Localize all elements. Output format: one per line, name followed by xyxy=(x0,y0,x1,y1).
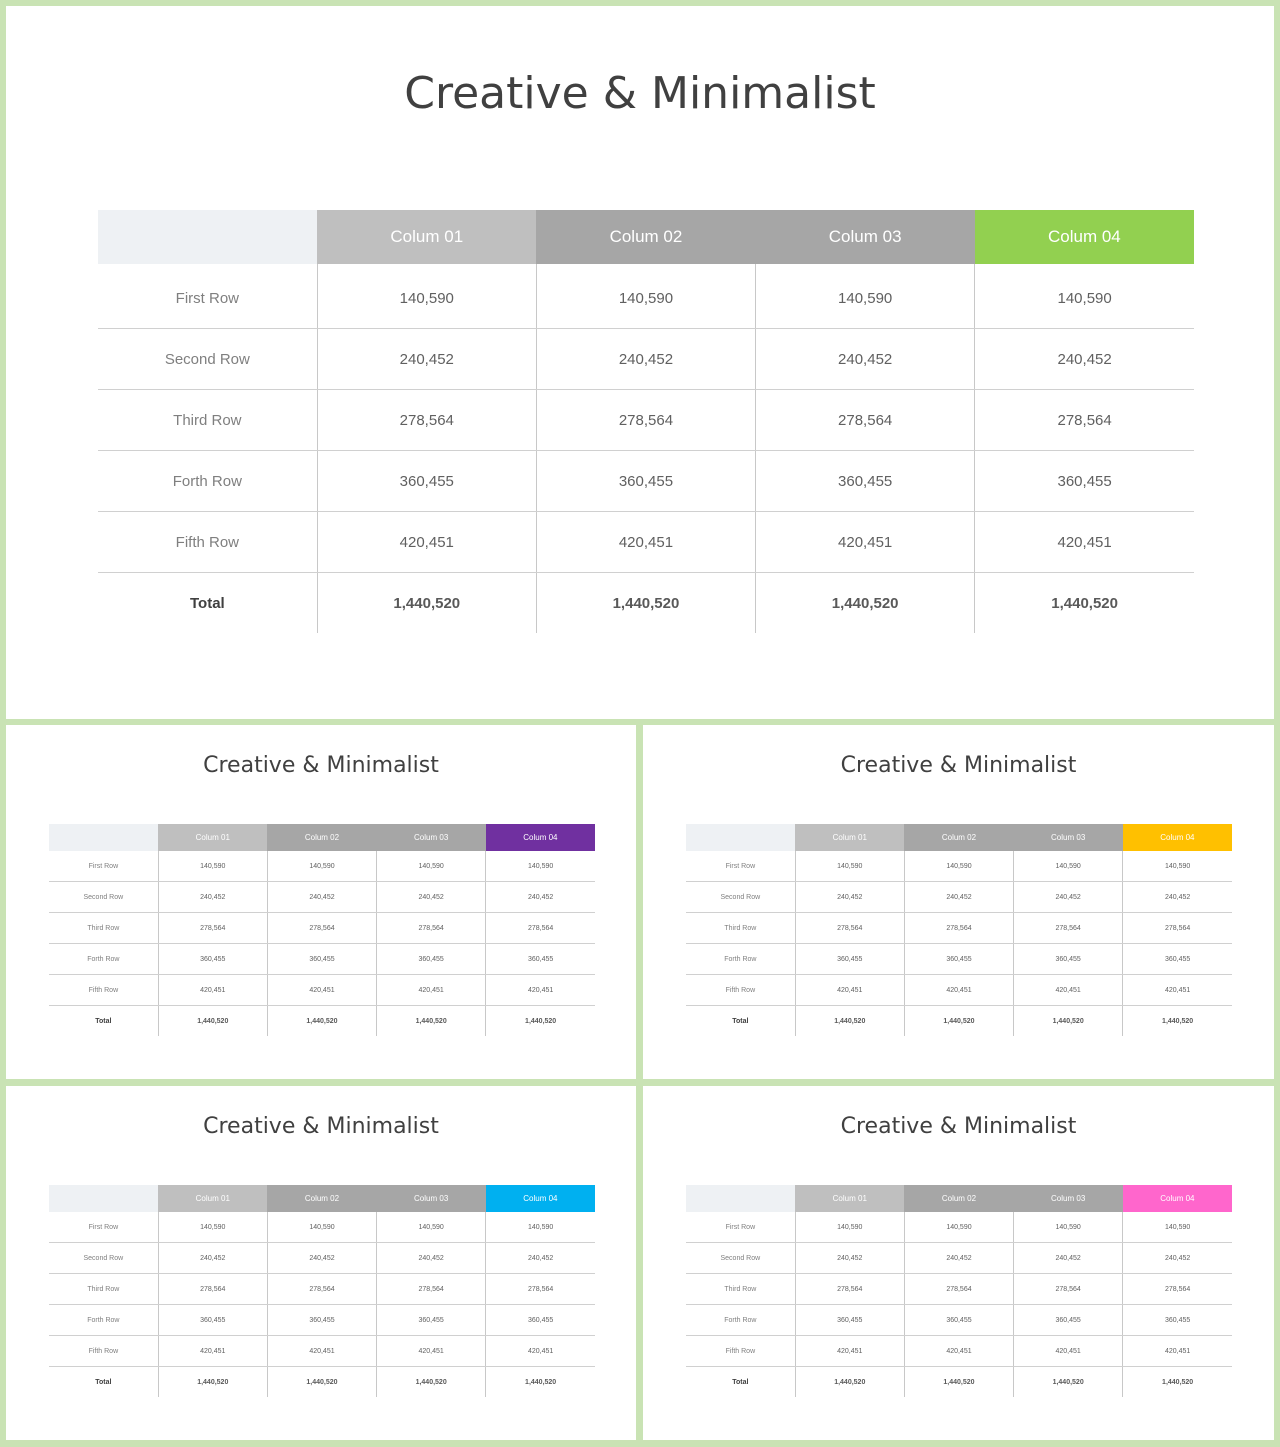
total-value: 1,440,520 xyxy=(795,1367,904,1398)
cell-value: 420,451 xyxy=(1123,975,1232,1006)
column-header-4: Colum 04 xyxy=(1123,824,1232,851)
cell-value: 140,590 xyxy=(267,1212,376,1243)
row-label: Second Row xyxy=(686,1243,795,1274)
cell-value: 420,451 xyxy=(158,975,267,1006)
cell-value: 140,590 xyxy=(536,264,755,329)
cell-value: 278,564 xyxy=(317,390,536,451)
cell-value: 240,452 xyxy=(536,329,755,390)
cell-value: 240,452 xyxy=(267,882,376,913)
slide-5 xyxy=(643,1086,1274,1440)
column-header-4: Colum 04 xyxy=(1123,1185,1232,1212)
total-row xyxy=(49,1006,595,1037)
column-header-3: Colum 03 xyxy=(1014,824,1123,851)
slide-1 xyxy=(6,6,1274,719)
row-label: Forth Row xyxy=(49,944,158,975)
slide-3 xyxy=(643,725,1274,1079)
row-label: Third Row xyxy=(98,390,317,451)
cell-value: 140,590 xyxy=(904,1212,1013,1243)
total-value: 1,440,520 xyxy=(904,1006,1013,1037)
cell-value: 240,452 xyxy=(1014,882,1123,913)
cell-value: 420,451 xyxy=(756,512,975,573)
column-header-3: Colum 03 xyxy=(377,1185,486,1212)
column-header-2: Colum 02 xyxy=(904,1185,1013,1212)
total-value: 1,440,520 xyxy=(536,573,755,634)
row-label: Third Row xyxy=(686,1274,795,1305)
cell-value: 240,452 xyxy=(377,1243,486,1274)
column-header-4: Colum 04 xyxy=(975,210,1194,264)
cell-value: 278,564 xyxy=(1014,1274,1123,1305)
cell-value: 140,590 xyxy=(1014,1212,1123,1243)
cell-value: 360,455 xyxy=(158,944,267,975)
cell-value: 360,455 xyxy=(795,944,904,975)
row-label: Fifth Row xyxy=(98,512,317,573)
column-header-2: Colum 02 xyxy=(536,210,755,264)
row-label: First Row xyxy=(49,1212,158,1243)
cell-value: 140,590 xyxy=(317,264,536,329)
column-header-2: Colum 02 xyxy=(267,1185,376,1212)
cell-value: 240,452 xyxy=(158,882,267,913)
cell-value: 240,452 xyxy=(795,1243,904,1274)
cell-value: 360,455 xyxy=(795,1305,904,1336)
total-label: Total xyxy=(95,1017,112,1025)
total-value: 1,440,520 xyxy=(267,1006,376,1037)
cell-value: 140,590 xyxy=(158,851,267,882)
total-value: 1,440,520 xyxy=(158,1367,267,1398)
column-header-4: Colum 04 xyxy=(486,824,595,851)
cell-value: 420,451 xyxy=(486,975,595,1006)
table-row xyxy=(686,1305,1232,1336)
slide-2 xyxy=(6,725,636,1079)
cell-value: 360,455 xyxy=(1014,1305,1123,1336)
row-label: Second Row xyxy=(98,329,317,390)
total-label: Total xyxy=(732,1017,749,1025)
header-row xyxy=(686,1185,1232,1212)
row-label: Second Row xyxy=(49,1243,158,1274)
total-value: 1,440,520 xyxy=(267,1367,376,1398)
table-row xyxy=(686,975,1232,1006)
cell-value: 278,564 xyxy=(1123,913,1232,944)
cell-value: 240,452 xyxy=(377,882,486,913)
header-blank-cell xyxy=(686,824,795,851)
cell-value: 420,451 xyxy=(267,1336,376,1367)
row-label: Forth Row xyxy=(686,944,795,975)
cell-value: 140,590 xyxy=(975,264,1194,329)
column-header-1: Colum 01 xyxy=(158,824,267,851)
cell-value: 278,564 xyxy=(1123,1274,1232,1305)
row-label: First Row xyxy=(98,264,317,329)
total-value: 1,440,520 xyxy=(317,573,536,634)
cell-value: 420,451 xyxy=(267,975,376,1006)
total-value: 1,440,520 xyxy=(377,1367,486,1398)
cell-value: 278,564 xyxy=(1014,913,1123,944)
cell-value: 278,564 xyxy=(536,390,755,451)
cell-value: 140,590 xyxy=(267,851,376,882)
cell-value: 360,455 xyxy=(1123,1305,1232,1336)
slide-title: Creative & Minimalist xyxy=(840,1114,1077,1139)
cell-value: 278,564 xyxy=(158,913,267,944)
cell-value: 240,452 xyxy=(317,329,536,390)
cell-value: 360,455 xyxy=(377,1305,486,1336)
cell-value: 420,451 xyxy=(904,975,1013,1006)
cell-value: 240,452 xyxy=(1123,1243,1232,1274)
slide-title: Creative & Minimalist xyxy=(203,1114,439,1139)
table-row xyxy=(49,1243,595,1274)
row-label: Third Row xyxy=(49,1274,158,1305)
total-value: 1,440,520 xyxy=(158,1006,267,1037)
total-value: 1,440,520 xyxy=(486,1367,595,1398)
table-row xyxy=(686,1336,1232,1367)
header-row xyxy=(49,1185,595,1212)
row-label: Fifth Row xyxy=(49,1336,158,1367)
cell-value: 140,590 xyxy=(158,1212,267,1243)
table-row xyxy=(686,944,1232,975)
cell-value: 240,452 xyxy=(158,1243,267,1274)
table-row xyxy=(686,1243,1232,1274)
cell-value: 140,590 xyxy=(486,851,595,882)
table-row xyxy=(98,512,1194,573)
slide-4 xyxy=(6,1086,636,1440)
cell-value: 420,451 xyxy=(795,975,904,1006)
total-value: 1,440,520 xyxy=(975,573,1194,634)
row-label: Second Row xyxy=(49,882,158,913)
table-row xyxy=(686,913,1232,944)
cell-value: 240,452 xyxy=(486,1243,595,1274)
total-row xyxy=(49,1367,595,1398)
cell-value: 240,452 xyxy=(904,882,1013,913)
cell-value: 360,455 xyxy=(975,451,1194,512)
cell-value: 278,564 xyxy=(377,1274,486,1305)
table-row xyxy=(49,1212,595,1243)
cell-value: 420,451 xyxy=(158,1336,267,1367)
row-label: Forth Row xyxy=(49,1305,158,1336)
data-table xyxy=(98,210,1194,633)
slide-title: Creative & Minimalist xyxy=(203,753,439,778)
data-table xyxy=(49,1185,595,1397)
cell-value: 140,590 xyxy=(904,851,1013,882)
table-row xyxy=(98,329,1194,390)
cell-value: 240,452 xyxy=(795,882,904,913)
total-value: 1,440,520 xyxy=(795,1006,904,1037)
cell-value: 420,451 xyxy=(1014,975,1123,1006)
cell-value: 360,455 xyxy=(267,944,376,975)
column-header-3: Colum 03 xyxy=(377,824,486,851)
data-table xyxy=(686,1185,1232,1397)
cell-value: 278,564 xyxy=(486,913,595,944)
cell-value: 140,590 xyxy=(486,1212,595,1243)
column-header-1: Colum 01 xyxy=(317,210,536,264)
cell-value: 360,455 xyxy=(377,944,486,975)
cell-value: 278,564 xyxy=(795,1274,904,1305)
row-label: Forth Row xyxy=(98,451,317,512)
header-row xyxy=(49,824,595,851)
cell-value: 360,455 xyxy=(486,944,595,975)
cell-value: 278,564 xyxy=(486,1274,595,1305)
cell-value: 240,452 xyxy=(486,882,595,913)
header-row xyxy=(98,210,1194,264)
cell-value: 240,452 xyxy=(756,329,975,390)
row-label: Third Row xyxy=(686,913,795,944)
row-label: Fifth Row xyxy=(49,975,158,1006)
row-label: Second Row xyxy=(686,882,795,913)
cell-value: 420,451 xyxy=(1014,1336,1123,1367)
header-blank-cell xyxy=(686,1185,795,1212)
total-value: 1,440,520 xyxy=(1123,1006,1232,1037)
table-row xyxy=(49,1274,595,1305)
table-row xyxy=(49,1305,595,1336)
cell-value: 360,455 xyxy=(486,1305,595,1336)
column-header-1: Colum 01 xyxy=(158,1185,267,1212)
cell-value: 240,452 xyxy=(1014,1243,1123,1274)
cell-value: 420,451 xyxy=(904,1336,1013,1367)
cell-value: 240,452 xyxy=(1123,882,1232,913)
cell-value: 278,564 xyxy=(904,913,1013,944)
cell-value: 140,590 xyxy=(1123,1212,1232,1243)
total-value: 1,440,520 xyxy=(756,573,975,634)
cell-value: 240,452 xyxy=(975,329,1194,390)
table-row xyxy=(686,882,1232,913)
row-label: Third Row xyxy=(49,913,158,944)
total-value: 1,440,520 xyxy=(904,1367,1013,1398)
cell-value: 420,451 xyxy=(377,975,486,1006)
cell-value: 360,455 xyxy=(1014,944,1123,975)
table-row xyxy=(49,851,595,882)
data-table xyxy=(49,824,595,1036)
column-header-1: Colum 01 xyxy=(795,824,904,851)
header-blank-cell xyxy=(49,824,158,851)
table-row xyxy=(686,1212,1232,1243)
cell-value: 360,455 xyxy=(267,1305,376,1336)
cell-value: 140,590 xyxy=(1014,851,1123,882)
row-label: Forth Row xyxy=(686,1305,795,1336)
header-row xyxy=(686,824,1232,851)
cell-value: 420,451 xyxy=(486,1336,595,1367)
column-header-2: Colum 02 xyxy=(904,824,1013,851)
cell-value: 278,564 xyxy=(377,913,486,944)
header-blank-cell xyxy=(49,1185,158,1212)
total-value: 1,440,520 xyxy=(1123,1367,1232,1398)
slide-title: Creative & Minimalist xyxy=(840,753,1077,778)
cell-value: 278,564 xyxy=(158,1274,267,1305)
total-label: Total xyxy=(189,594,225,612)
cell-value: 278,564 xyxy=(756,390,975,451)
cell-value: 420,451 xyxy=(975,512,1194,573)
cell-value: 278,564 xyxy=(795,913,904,944)
cell-value: 420,451 xyxy=(317,512,536,573)
cell-value: 360,455 xyxy=(158,1305,267,1336)
table-row xyxy=(49,882,595,913)
total-label: Total xyxy=(95,1378,112,1386)
total-row xyxy=(686,1367,1232,1398)
cell-value: 360,455 xyxy=(1123,944,1232,975)
column-header-3: Colum 03 xyxy=(756,210,975,264)
column-header-3: Colum 03 xyxy=(1014,1185,1123,1212)
cell-value: 140,590 xyxy=(795,1212,904,1243)
cell-value: 360,455 xyxy=(904,944,1013,975)
total-row xyxy=(98,573,1194,634)
cell-value: 140,590 xyxy=(377,1212,486,1243)
cell-value: 420,451 xyxy=(1123,1336,1232,1367)
table-row xyxy=(49,913,595,944)
column-header-4: Colum 04 xyxy=(486,1185,595,1212)
cell-value: 278,564 xyxy=(904,1274,1013,1305)
total-value: 1,440,520 xyxy=(1014,1006,1123,1037)
table-row xyxy=(98,390,1194,451)
cell-value: 140,590 xyxy=(795,851,904,882)
cell-value: 140,590 xyxy=(1123,851,1232,882)
cell-value: 278,564 xyxy=(975,390,1194,451)
cell-value: 420,451 xyxy=(377,1336,486,1367)
header-blank-cell xyxy=(98,210,317,264)
total-label: Total xyxy=(732,1378,749,1386)
total-value: 1,440,520 xyxy=(486,1006,595,1037)
cell-value: 360,455 xyxy=(536,451,755,512)
row-label: First Row xyxy=(49,851,158,882)
cell-value: 420,451 xyxy=(536,512,755,573)
table-row xyxy=(49,1336,595,1367)
slide-title: Creative & Minimalist xyxy=(404,68,876,119)
table-row xyxy=(49,944,595,975)
row-label: First Row xyxy=(686,851,795,882)
cell-value: 240,452 xyxy=(267,1243,376,1274)
total-value: 1,440,520 xyxy=(1014,1367,1123,1398)
cell-value: 360,455 xyxy=(904,1305,1013,1336)
cell-value: 360,455 xyxy=(317,451,536,512)
column-header-1: Colum 01 xyxy=(795,1185,904,1212)
row-label: Fifth Row xyxy=(686,1336,795,1367)
cell-value: 140,590 xyxy=(756,264,975,329)
total-value: 1,440,520 xyxy=(377,1006,486,1037)
row-label: First Row xyxy=(686,1212,795,1243)
cell-value: 360,455 xyxy=(756,451,975,512)
table-row xyxy=(49,975,595,1006)
table-row xyxy=(98,451,1194,512)
column-header-2: Colum 02 xyxy=(267,824,376,851)
cell-value: 240,452 xyxy=(904,1243,1013,1274)
cell-value: 278,564 xyxy=(267,913,376,944)
row-label: Fifth Row xyxy=(686,975,795,1006)
table-row xyxy=(686,1274,1232,1305)
cell-value: 278,564 xyxy=(267,1274,376,1305)
cell-value: 420,451 xyxy=(795,1336,904,1367)
data-table xyxy=(686,824,1232,1036)
table-row xyxy=(686,851,1232,882)
total-row xyxy=(686,1006,1232,1037)
table-row xyxy=(98,264,1194,329)
cell-value: 140,590 xyxy=(377,851,486,882)
